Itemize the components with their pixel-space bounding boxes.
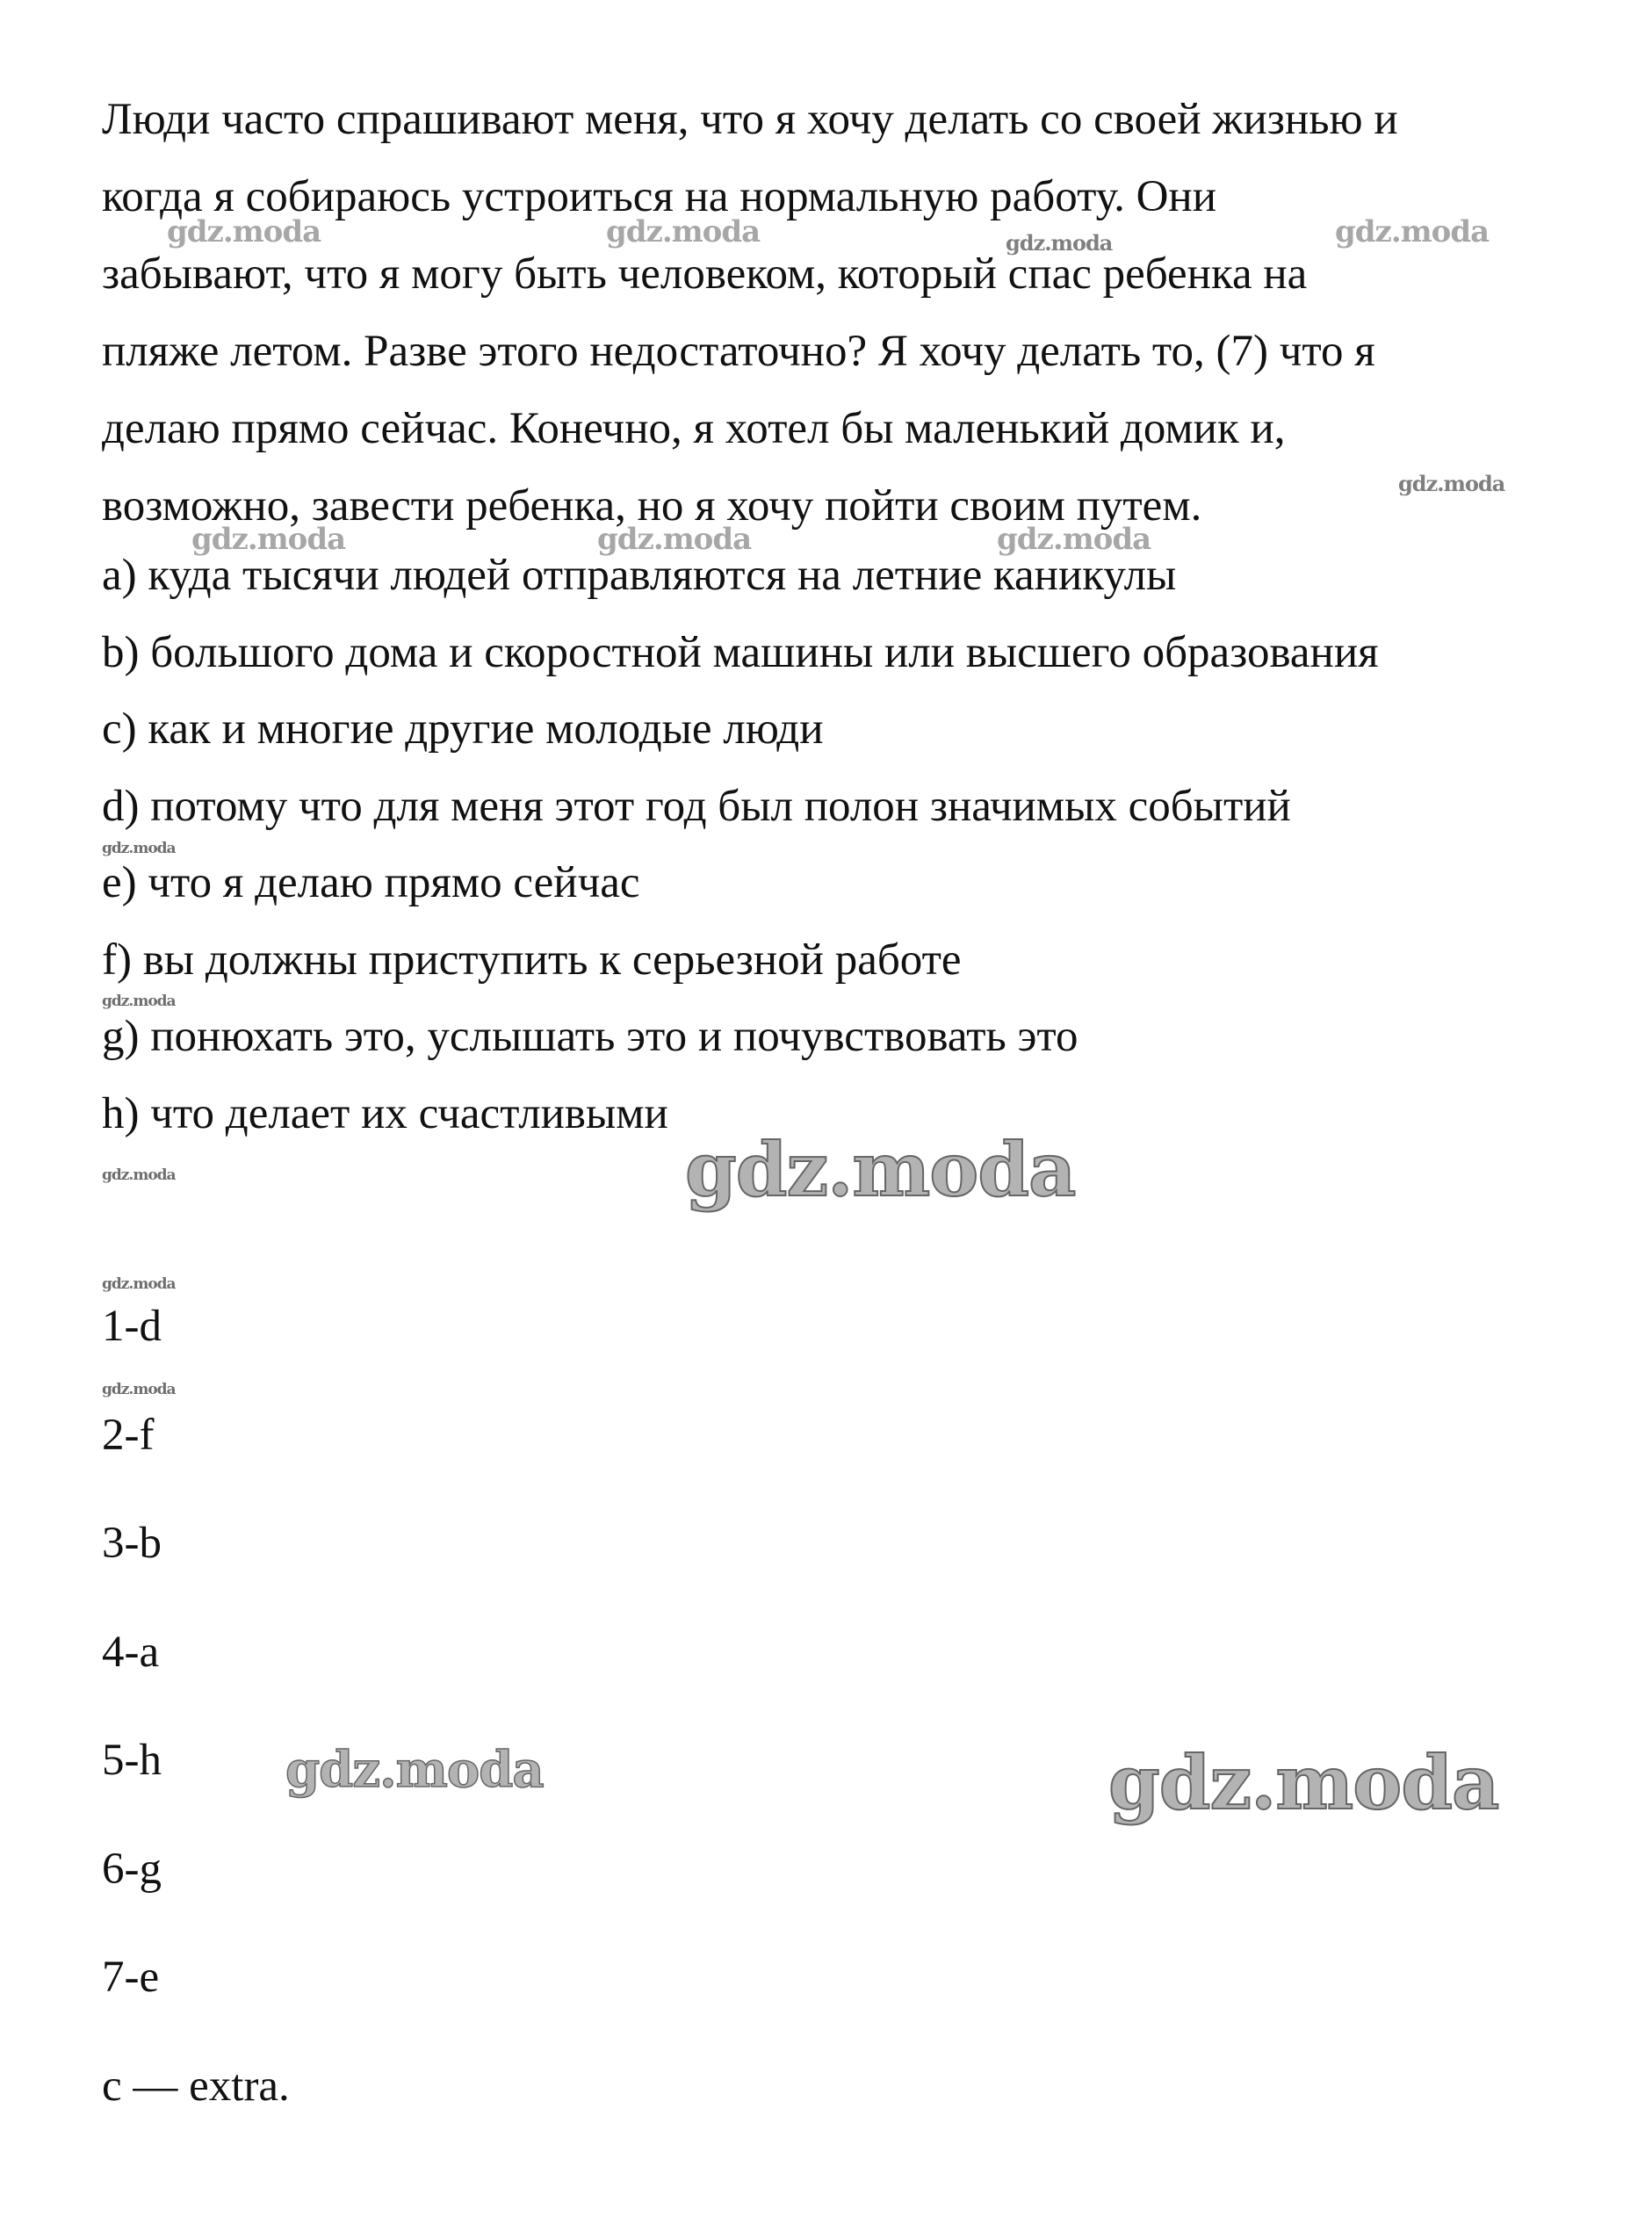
watermark: gdz.moda bbox=[1335, 214, 1490, 249]
passage-line: Люди часто спрашивают меня, что я хочу делать со своей жизнью и bbox=[102, 95, 1398, 144]
passage-text bbox=[102, 81, 1612, 545]
answer-extra: c — extra. bbox=[102, 2061, 290, 2111]
watermark: gdz.moda bbox=[1108, 1739, 1499, 1826]
passage-line: когда я собираюсь устроиться на нормальную работу. Они bbox=[102, 172, 1216, 221]
watermark: gdz.moda bbox=[102, 1275, 176, 1293]
option-c: c) как и многие другие молодые люди bbox=[102, 704, 824, 754]
answer-options-list bbox=[102, 538, 1612, 1152]
option-f: f) вы должны приступить к серьезной работе bbox=[102, 935, 962, 985]
watermark: gdz.moda bbox=[102, 1381, 176, 1398]
watermark: gdz.moda bbox=[102, 840, 176, 857]
answer-4: 4-a bbox=[102, 1627, 160, 1677]
option-a: a) куда тысячи людей отправляются на летние каникулы bbox=[102, 551, 1177, 600]
answer-2: 2-f bbox=[102, 1410, 155, 1460]
passage-line: забывают, что я могу быть человеком, который спас ребенка на bbox=[102, 249, 1308, 299]
answer-1: 1-d bbox=[102, 1302, 162, 1351]
passage-line: пляже летом. Разве этого недостаточно? Я хочу делать то, (7) что я bbox=[102, 327, 1375, 376]
watermark: gdz.moda bbox=[597, 522, 752, 557]
watermark: gdz.moda bbox=[167, 214, 321, 249]
option-h: h) что делает их счастливыми bbox=[102, 1088, 668, 1138]
watermark: gdz.moda bbox=[685, 1126, 1076, 1213]
watermark: gdz.moda bbox=[102, 1166, 176, 1184]
watermark: gdz.moda bbox=[285, 1741, 544, 1799]
option-g: g) понюхать это, услышать это и почувствовать это bbox=[102, 1012, 1078, 1061]
answer-6: 6-g bbox=[102, 1844, 162, 1894]
watermark: gdz.moda bbox=[1006, 230, 1113, 256]
answer-5: 5-h bbox=[102, 1736, 162, 1785]
watermark: gdz.moda bbox=[102, 993, 176, 1010]
watermark: gdz.moda bbox=[606, 214, 761, 249]
answer-3: 3-b bbox=[102, 1519, 162, 1568]
answer-key-list bbox=[102, 1291, 290, 2159]
watermark: gdz.moda bbox=[997, 522, 1151, 557]
option-e: e) что я делаю прямо сейчас bbox=[102, 858, 640, 907]
passage-line: делаю прямо сейчас. Конечно, я хотел бы маленький домик и, bbox=[102, 404, 1286, 453]
watermark: gdz.moda bbox=[191, 522, 346, 557]
option-b: b) большого дома и скоростной машины или высшего образования bbox=[102, 627, 1379, 677]
passage-line: возможно, завести ребенка, но я хочу пойти своим путем. bbox=[102, 481, 1202, 531]
option-d: d) потому что для меня этот год был полон значимых событий bbox=[102, 781, 1291, 831]
answer-7: 7-e bbox=[102, 1953, 160, 2002]
watermark: gdz.moda bbox=[1398, 471, 1505, 496]
